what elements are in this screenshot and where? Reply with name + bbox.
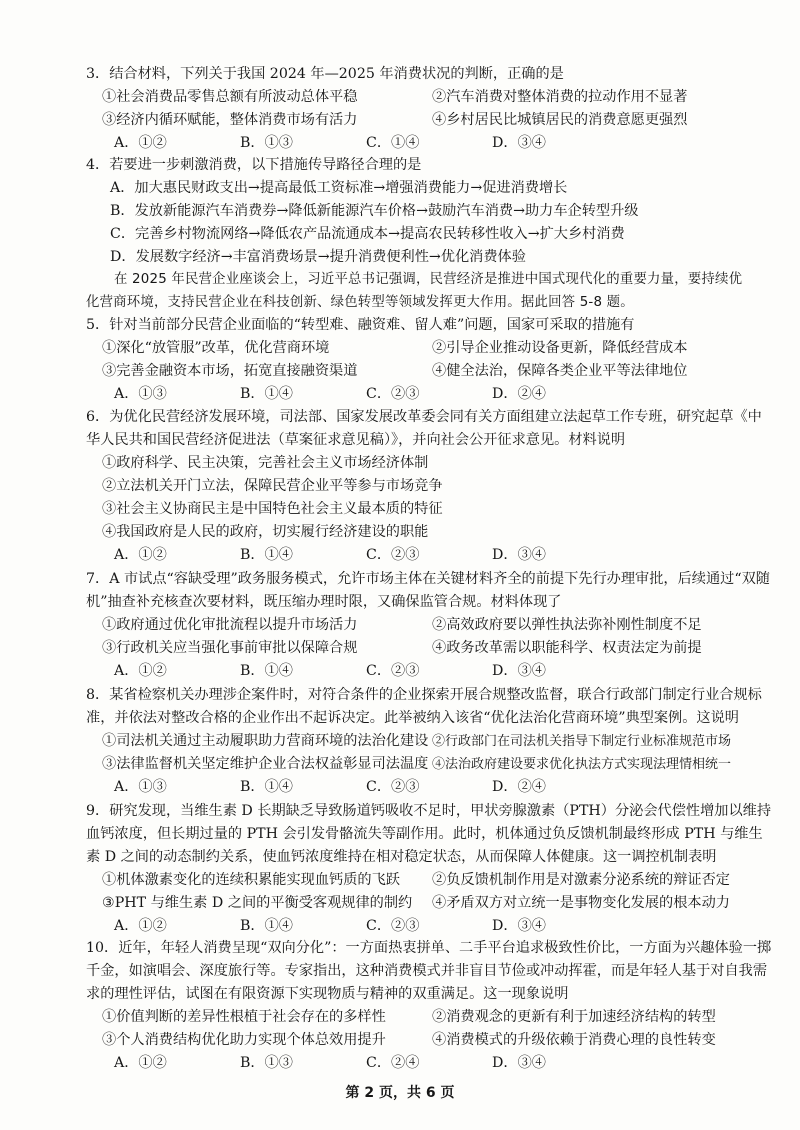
question-6-stem: 6．为优化民营经济发展环境，司法部、国家发展改革委会同有关方面组建立法起草工作专班，研究起草《中华人民共和国民营经济促进法（草案征求意见稿）》，并向社会公开征求意见。材料说明 xyxy=(86,409,762,448)
q10-choice-c: C．②④ xyxy=(366,1055,420,1071)
q10-statement-4: ④消费模式的升级依赖于消费心理的良性转变 xyxy=(432,1032,716,1048)
passage-intro-line-2: 化营商环境，支持民营企业在科技创新、绿色转型等领域发挥更大作用。据此回答 5-8 题。 xyxy=(86,295,634,310)
q9-statement-1: ①机体激素变化的连续积累能实现血钙质的飞跃 xyxy=(102,872,400,888)
q8-statement-3: ③法律监督机关坚定维护企业合法权益彰显司法温度 xyxy=(102,756,429,772)
q9-choice-b: B．①④ xyxy=(240,918,293,934)
q3-choice-c: C．①④ xyxy=(366,135,420,151)
question-5-statements-row-2 xyxy=(86,360,776,383)
passage-intro-line-1: 在 2025 年民营企业座谈会上，习近平总书记强调，民营经济是推进中国式现代化的重要力量，要持续优 xyxy=(114,272,743,287)
question-7 xyxy=(86,568,776,683)
q6-choice-d: D．③④ xyxy=(492,547,546,563)
q5-choice-a: A．①③ xyxy=(114,386,167,402)
question-9-stem: 9．研究发现，当维生素 D 长期缺乏导致肠道钙吸收不足时，甲状旁腺激素（PTH）分泌会代偿性增加以维持血钙浓度，但长期过量的 PTH 会引发骨骼流失等副作用。此时，机体通过负反馈机制最终形成 PTH 与维生素 D 之间的动态制约关系，使血钙浓度维持在相对稳定状态，从而保障人体健康。这一调控机制表明 xyxy=(86,803,772,865)
question-7-statements-row-1 xyxy=(86,614,776,637)
q8-statement-4: ④法治政府建设要求优化执法方式实现法理情相统一 xyxy=(432,757,732,772)
q5-choice-c: C．②③ xyxy=(366,386,420,402)
q9-choice-c: C．②③ xyxy=(366,918,420,934)
q7-choice-b: B．①④ xyxy=(240,663,293,679)
q4-option-c: C．完善乡村物流网络→降低农产品流通成本→提高农民转移性收入→扩大乡村消费 xyxy=(110,226,625,242)
q10-statement-3: ③个人消费结构优化助力实现个体总效用提升 xyxy=(102,1032,386,1048)
q6-statement-3: ③社会主义协商民主是中国特色社会主义最本质的特征 xyxy=(102,501,443,517)
q10-choice-a: A．①② xyxy=(114,1055,167,1071)
question-7-stem: 7．A 市试点“容缺受理”政务服务模式，允许市场主体在关键材料齐全的前提下先行办理审批，后续通过“双随机”抽查补充核查次要材料，既压缩办理时限，又确保监管合规。材料体现了 xyxy=(86,571,770,610)
question-5-choices xyxy=(86,383,776,406)
question-4-stem: 4．若要进一步刺激消费，以下措施传导路径合理的是 xyxy=(86,157,422,173)
question-9-statements-row-2 xyxy=(86,892,776,915)
q3-choice-b: B．①③ xyxy=(240,135,293,151)
q7-statement-3: ③行政机关应当强化事前审批以保障合规 xyxy=(102,640,358,656)
q8-choice-b: B．①④ xyxy=(240,779,293,795)
q5-statement-1: ①深化“放管服”改革，优化营商环境 xyxy=(102,340,330,356)
q8-choice-a: A．①③ xyxy=(114,779,167,795)
q3-choice-a: A．①② xyxy=(114,135,167,151)
question-3-stem: 3．结合材料，下列关于我国 2024 年—2025 年消费状况的判断，正确的是 xyxy=(86,66,564,82)
q7-choice-c: C．②③ xyxy=(366,663,420,679)
question-3-statements-row-1 xyxy=(86,86,776,109)
question-10 xyxy=(86,937,776,1075)
q3-statement-2: ②汽车消费对整体消费的拉动作用不显著 xyxy=(432,89,688,105)
question-9 xyxy=(86,800,776,938)
q5-statement-2: ②引导企业推动设备更新，降低经营成本 xyxy=(432,340,688,356)
question-7-choices xyxy=(86,660,776,683)
q6-statement-4: ④我国政府是人民的政府，切实履行经济建设的职能 xyxy=(102,524,429,540)
question-8-choices xyxy=(86,776,776,799)
q9-statement-2: ②负反馈机制作用是对激素分泌系统的辩证否定 xyxy=(432,872,730,888)
q10-choice-d: D．③④ xyxy=(492,1055,546,1071)
q7-choice-a: A．①② xyxy=(114,663,167,679)
passage-intro xyxy=(86,268,776,314)
q7-statement-2: ②高效政府要以弹性执法弥补刚性制度不足 xyxy=(432,617,702,633)
q4-option-d: D．发展数字经济→丰富消费场景→提升消费便利性→优化消费体验 xyxy=(110,249,526,265)
q8-choice-c: C．②③ xyxy=(366,779,420,795)
q6-choice-c: C．②③ xyxy=(366,547,420,563)
q5-statement-3: ③完善金融资本市场，拓宽直接融资渠道 xyxy=(102,363,358,379)
question-8-stem: 8．某省检察机关办理涉企案件时，对符合条件的企业探索开展合规整改监督，联合行政部门制定行业合规标准，并依法对整改合格的企业作出不起诉决定。此举被纳入该省“优化法治化营商环境”典型案例。这说明 xyxy=(86,687,762,726)
q9-choice-a: A．①② xyxy=(114,918,167,934)
q10-choice-b: B．①③ xyxy=(240,1055,293,1071)
q3-statement-3: ③经济内循环赋能，整体消费市场有活力 xyxy=(102,112,358,128)
question-8-statements-row-2 xyxy=(86,753,776,776)
q8-statement-1: ①司法机关通过主动履职助力营商环境的法治化建设 xyxy=(102,733,429,749)
question-6-choices xyxy=(86,544,776,567)
question-3-choices xyxy=(86,132,776,155)
q10-statement-1: ①价值判断的差异性根植于社会存在的多样性 xyxy=(102,1009,386,1025)
q6-choice-b: B．①④ xyxy=(240,547,293,563)
question-8-statements-row-1 xyxy=(86,730,776,753)
question-10-statements-row-2 xyxy=(86,1029,776,1052)
q3-choice-d: D．③④ xyxy=(492,135,546,151)
q7-statement-4: ④政务改革需以职能科学、权责法定为前提 xyxy=(432,640,702,656)
question-5-stem: 5．针对当前部分民营企业面临的“转型难、融资难、留人难”问题，国家可采取的措施有 xyxy=(86,317,635,333)
page-number: 第 2 页，共 6 页 xyxy=(345,1085,455,1101)
q10-statement-2: ②消费观念的更新有利于加速经济结构的转型 xyxy=(432,1009,716,1025)
q3-statement-1: ①社会消费品零售总额有所波动总体平稳 xyxy=(102,89,358,105)
q7-choice-d: D．③④ xyxy=(492,663,546,679)
question-5-statements-row-1 xyxy=(86,337,776,360)
q6-statement-1: ①政府科学、民主决策，完善社会主义市场经济体制 xyxy=(102,455,429,471)
question-6 xyxy=(86,406,776,567)
q5-choice-d: D．②④ xyxy=(492,386,546,402)
question-3-statements-row-2 xyxy=(86,109,776,132)
q7-statement-1: ①政府通过优化审批流程以提升市场活力 xyxy=(102,617,358,633)
q6-statement-2: ②立法机关开门立法，保障民营企业平等参与市场竞争 xyxy=(102,478,443,494)
question-10-statements-row-1 xyxy=(86,1006,776,1029)
q9-statement-3: ③PHT 与维生素 D 之间的平衡受客观规律的制约 xyxy=(102,895,413,911)
q4-option-b: B．发放新能源汽车消费券→降低新能源汽车价格→鼓励汽车消费→助力车企转型升级 xyxy=(110,203,639,219)
q9-choice-d: D．③④ xyxy=(492,918,546,934)
question-9-choices xyxy=(86,915,776,938)
question-5 xyxy=(86,314,776,406)
question-3 xyxy=(86,63,776,155)
q6-choice-a: A．①② xyxy=(114,547,167,563)
question-8 xyxy=(86,684,776,799)
q8-statement-2: ②行政部门在司法机关指导下制定行业标准规范市场 xyxy=(432,734,732,749)
question-4 xyxy=(86,154,776,269)
q9-statement-4: ④矛盾双方对立统一是事物变化发展的根本动力 xyxy=(432,895,730,911)
q3-statement-4: ④乡村居民比城镇居民的消费意愿更强烈 xyxy=(432,112,688,128)
question-10-stem: 10．近年，年轻人消费呈现“双向分化”：一方面热衷拼单、二手平台追求极致性价比，一方面为兴趣体验一掷千金，如演唱会、深度旅行等。专家指出，这种消费模式并非盲目节俭或冲动挥霍，而是年轻人基于对自我需求的理性评估，试图在有限资源下实现物质与精神的双重满足。这一现象说明 xyxy=(86,940,772,1002)
q5-statement-4: ④健全法治，保障各类企业平等法律地位 xyxy=(432,363,688,379)
question-7-statements-row-2 xyxy=(86,637,776,660)
question-10-choices xyxy=(86,1052,776,1075)
question-9-statements-row-1 xyxy=(86,869,776,892)
q5-choice-b: B．①④ xyxy=(240,386,293,402)
q8-choice-d: D．②④ xyxy=(492,779,546,795)
q4-option-a: A．加大惠民财政支出→提高最低工资标准→增强消费能力→促进消费增长 xyxy=(110,180,568,196)
